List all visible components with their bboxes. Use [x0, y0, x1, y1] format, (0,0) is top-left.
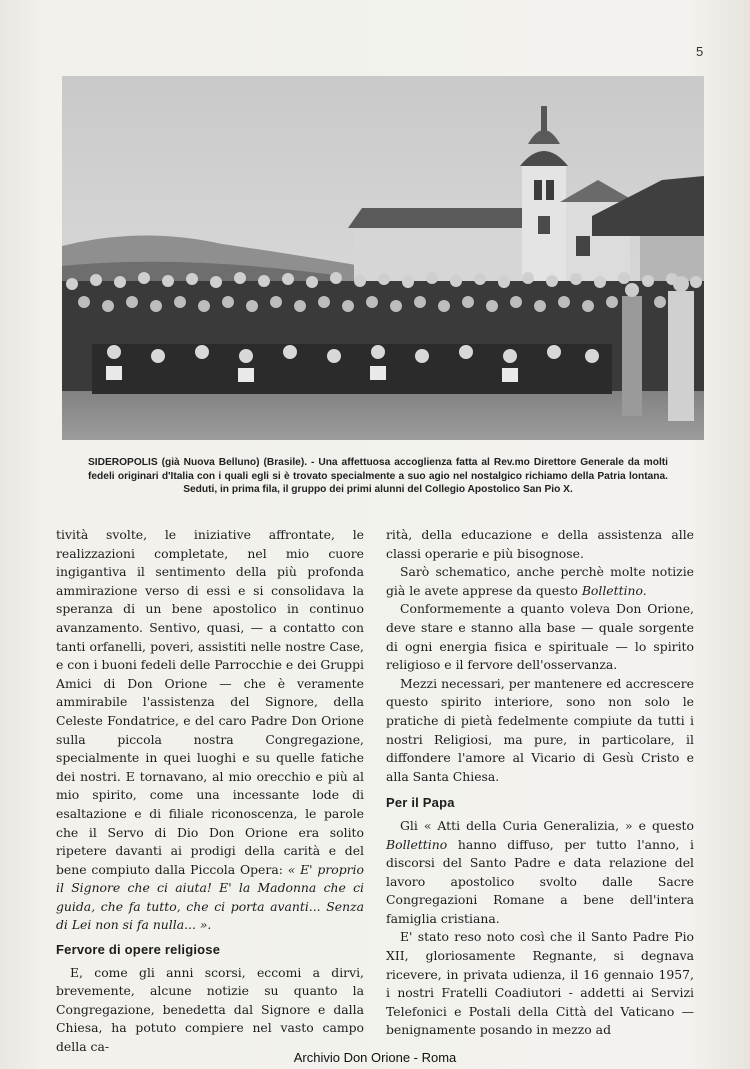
group-photograph — [62, 76, 704, 440]
left-column — [56, 526, 364, 1057]
right-column — [386, 526, 694, 1040]
section-heading-papa: Per il Papa — [386, 795, 455, 811]
right-paragraph-1: rità, della educazione e della assistenza alle classi operarie e più bisognose. — [386, 527, 694, 561]
right-paragraph-3: Conformemente a quanto voleva Don Orione, deve stare e stanno alla base — quale sorgente di ogni energia fisica e spirituale — lo spirito religioso e il fervore dell'osservanza. — [386, 601, 694, 673]
right-paragraph-5-italic: Bollettino — [386, 836, 448, 852]
right-paragraph-2 — [386, 563, 694, 600]
archive-footer: Archivio Don Orione - Roma — [293, 1050, 457, 1065]
right-paragraph-5-text-a: Gli « Atti della Curia Generalizia, » e questo — [400, 817, 694, 833]
right-paragraph-5-text-b: hanno diffuso, per tutto l'anno, i discorsi del Santo Padre e data relazione del lavoro apostolico svolto dalle Sacre Congregazioni Romane a bene dell'intera famiglia cristiana. — [386, 836, 694, 926]
left-paragraph-1 — [56, 526, 364, 935]
left-paragraph-1-text: tività svolte, le iniziative affrontate, le realizzazioni completate, nel mio cuore ingigantiva il sentimento della più profonda ammirazione verso di essi e si consolidava la speranza di un bene apostolico in continuo avanzamento. Sentivo, quasi, — a contatto con tanti orfanelli, poveri, assistiti nelle nostre Case, e con i buoni fedeli delle Parrocchie e dei Gruppi Amici di Don Orione — che è veramente ammirabile l'assistenza del Signore, della Celeste Fondatrice, e del caro Padre Don Orione sulla piccola nostra Congregazione, specialmente in quei luoghi e su quelle fatiche dei nostri. E tornavano, al mio orecchio e più al mio spirito, come una incessante lode di esaltazione e di filiale riconoscenza, le parole che il Servo di Dio Don Orione era solito ripetere davanti ai prodigi della carità e del bene compiuto dalla Piccola Opera: — [56, 527, 364, 877]
photo-caption: SIDEROPOLIS (già Nuova Belluno) (Brasile). - Una affettuosa accoglienza fatta al Rev.mo Direttore Generale da molti fedeli originari d'Italia con i quali egli si è trovato specialmente a suo agio nel nostalgico richiamo della Patria lontana. Seduti, in prima fila, il gruppo dei primi alunni del Collegio Apostolico San Pio X. — [88, 457, 668, 496]
right-paragraph-4: Mezzi necessari, per mantenere ed accrescere questo spirito interiore, sono non solo le pratiche di pietà fedelmente compiute da tutti i nostri Religiosi, ma pure, in particolare, il diffondere l'amore al Vicario di Gesù Cristo e alla Santa Chiesa. — [386, 675, 694, 784]
page-number: 5 — [696, 44, 704, 59]
section-heading-fervore: Fervore di opere religiose — [56, 942, 221, 958]
right-paragraph-2-text: Sarò schematico, anche perchè molte notizie già le avete apprese da questo — [386, 564, 694, 598]
right-paragraph-2-italic: Bollettino. — [581, 582, 647, 598]
left-paragraph-2: E, come gli anni scorsi, eccomi a dirvi, brevemente, alcune notizie su quanto la Congregazione, benedetta dal Signore e dalla Chiesa, ha potuto compiere nel vasto campo della ca- — [56, 964, 364, 1055]
right-paragraph-6: E' stato reso noto così che il Santo Padre Pio XII, gloriosamente Regnante, si degnava ricevere, in privata udienza, il 16 gennaio 1957, i nostri Fratelli Coadiutori - addetti ai Servizi Telefonici e Postali della Città del Vaticano — benignamente posando in mezzo ad — [386, 929, 694, 1038]
right-paragraph-5 — [386, 817, 694, 929]
photo-illustration — [62, 76, 704, 440]
left-paragraph-1-quote: « E' proprio il Signore che ci aiuta! E' la Madonna che ci guida, che fa tutto, che ci porta avanti... Senza di Lei non si fa nulla... ». — [56, 861, 364, 933]
